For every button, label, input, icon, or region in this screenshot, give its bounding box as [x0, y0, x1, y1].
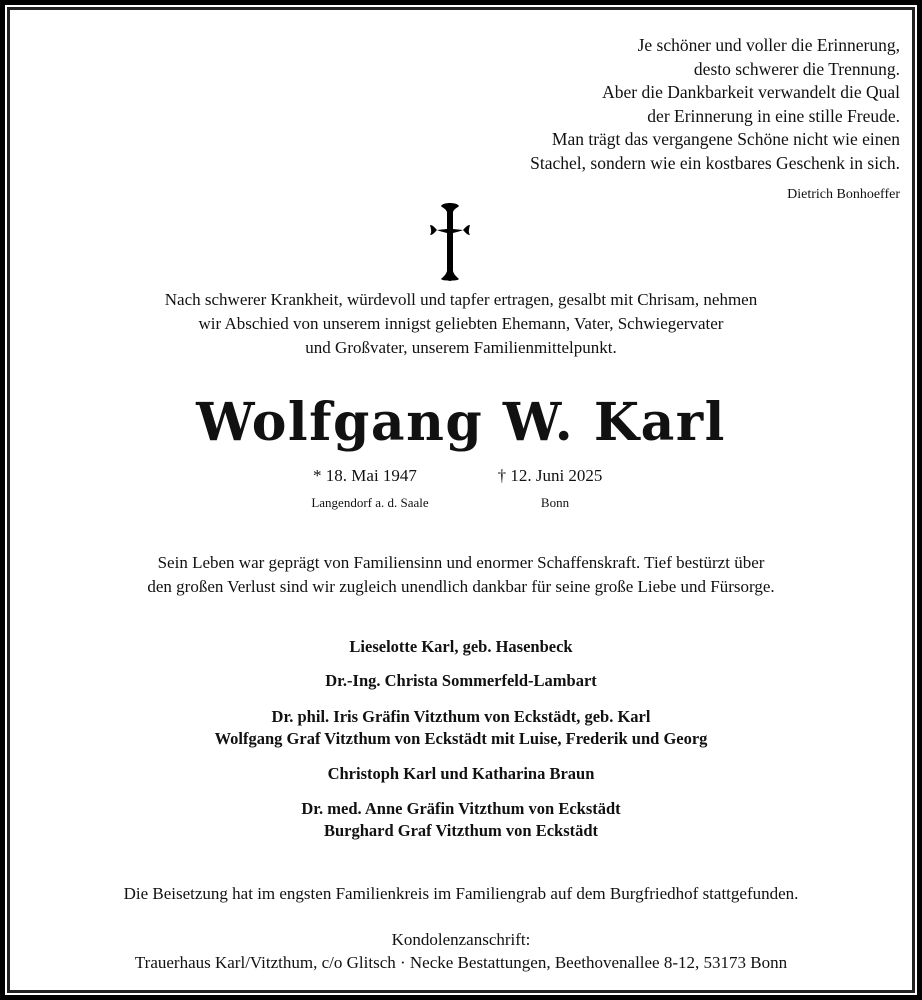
- mourner: Dr.-Ing. Christa Sommerfeld-Lambart: [325, 671, 597, 690]
- intro-line: Nach schwerer Krankheit, würdevoll und tapfer ertragen, gesalbt mit Chrisam, nehmen: [164, 290, 758, 309]
- life-line: Sein Leben war geprägt von Familiensinn und enormer Schaffenskraft. Tief bestürzt über: [157, 553, 765, 572]
- intro-line: und Großvater, unserem Familienmittelpunkt.: [305, 338, 617, 357]
- family-group: [10, 670, 912, 692]
- life-text: [10, 551, 912, 599]
- condolence-label: Kondolenzanschrift:: [391, 930, 531, 949]
- life-line: den großen Verlust sind wir zugleich unendlich dankbar für seine große Liebe und Fürsorge.: [147, 577, 775, 596]
- mourner: Burghard Graf Vitzthum von Eckstädt: [323, 821, 599, 840]
- mourner: Lieselotte Karl, geb. Hasenbeck: [349, 637, 573, 656]
- cross-icon: [430, 203, 470, 281]
- condolence-text: Trauerhaus Karl/Vitzthum, c/o Glitsch · Necke Bestattungen, Beethovenallee 8-12, 53173 Bonn: [134, 953, 788, 972]
- deceased-name: Wolfgang W. Karl: [196, 392, 726, 453]
- family-group: [10, 636, 912, 658]
- poem-line: Stachel, sondern wie ein kostbares Geschenk in sich.: [530, 152, 900, 173]
- family-group: [10, 798, 912, 842]
- poem-line: der Erinnerung in eine stille Freude.: [647, 105, 900, 126]
- intro-line: wir Abschied von unserem innigst geliebten Ehemann, Vater, Schwiegervater: [198, 314, 724, 333]
- mourner: Wolfgang Graf Vitzthum von Eckstädt mit Luise, Frederik und Georg: [214, 729, 708, 748]
- poem-line: Je schöner und voller die Erinnerung,: [637, 35, 900, 55]
- intro-text: [10, 288, 912, 360]
- burial-notice: Die Beisetzung hat im engsten Familienkreis im Familiengrab auf dem Burgfriedhof stattgefunden.: [123, 884, 799, 903]
- poem-line: Man trägt das vergangene Schöne nicht wie einen: [551, 129, 900, 149]
- family-group: [10, 763, 912, 785]
- mourner: Christoph Karl und Katharina Braun: [327, 764, 595, 783]
- mourner: Dr. med. Anne Gräfin Vitzthum von Eckstädt: [301, 799, 621, 818]
- birth-place: Langendorf a. d. Saale: [311, 495, 429, 510]
- obituary-page: [10, 10, 912, 990]
- condolence-address: [10, 928, 912, 974]
- family-group: [10, 706, 912, 750]
- poem-line: Aber die Dankbarkeit verwandelt die Qual: [602, 82, 900, 102]
- death-date: † 12. Juni 2025: [497, 466, 603, 485]
- poem-author: Dietrich Bonhoeffer: [787, 187, 900, 202]
- death-place: Bonn: [540, 495, 570, 510]
- poem: [340, 34, 900, 175]
- poem-line: desto schwerer die Trennung.: [693, 58, 900, 79]
- mourner: Dr. phil. Iris Gräfin Vitzthum von Eckstädt, geb. Karl: [271, 707, 651, 726]
- birth-date: * 18. Mai 1947: [313, 466, 417, 485]
